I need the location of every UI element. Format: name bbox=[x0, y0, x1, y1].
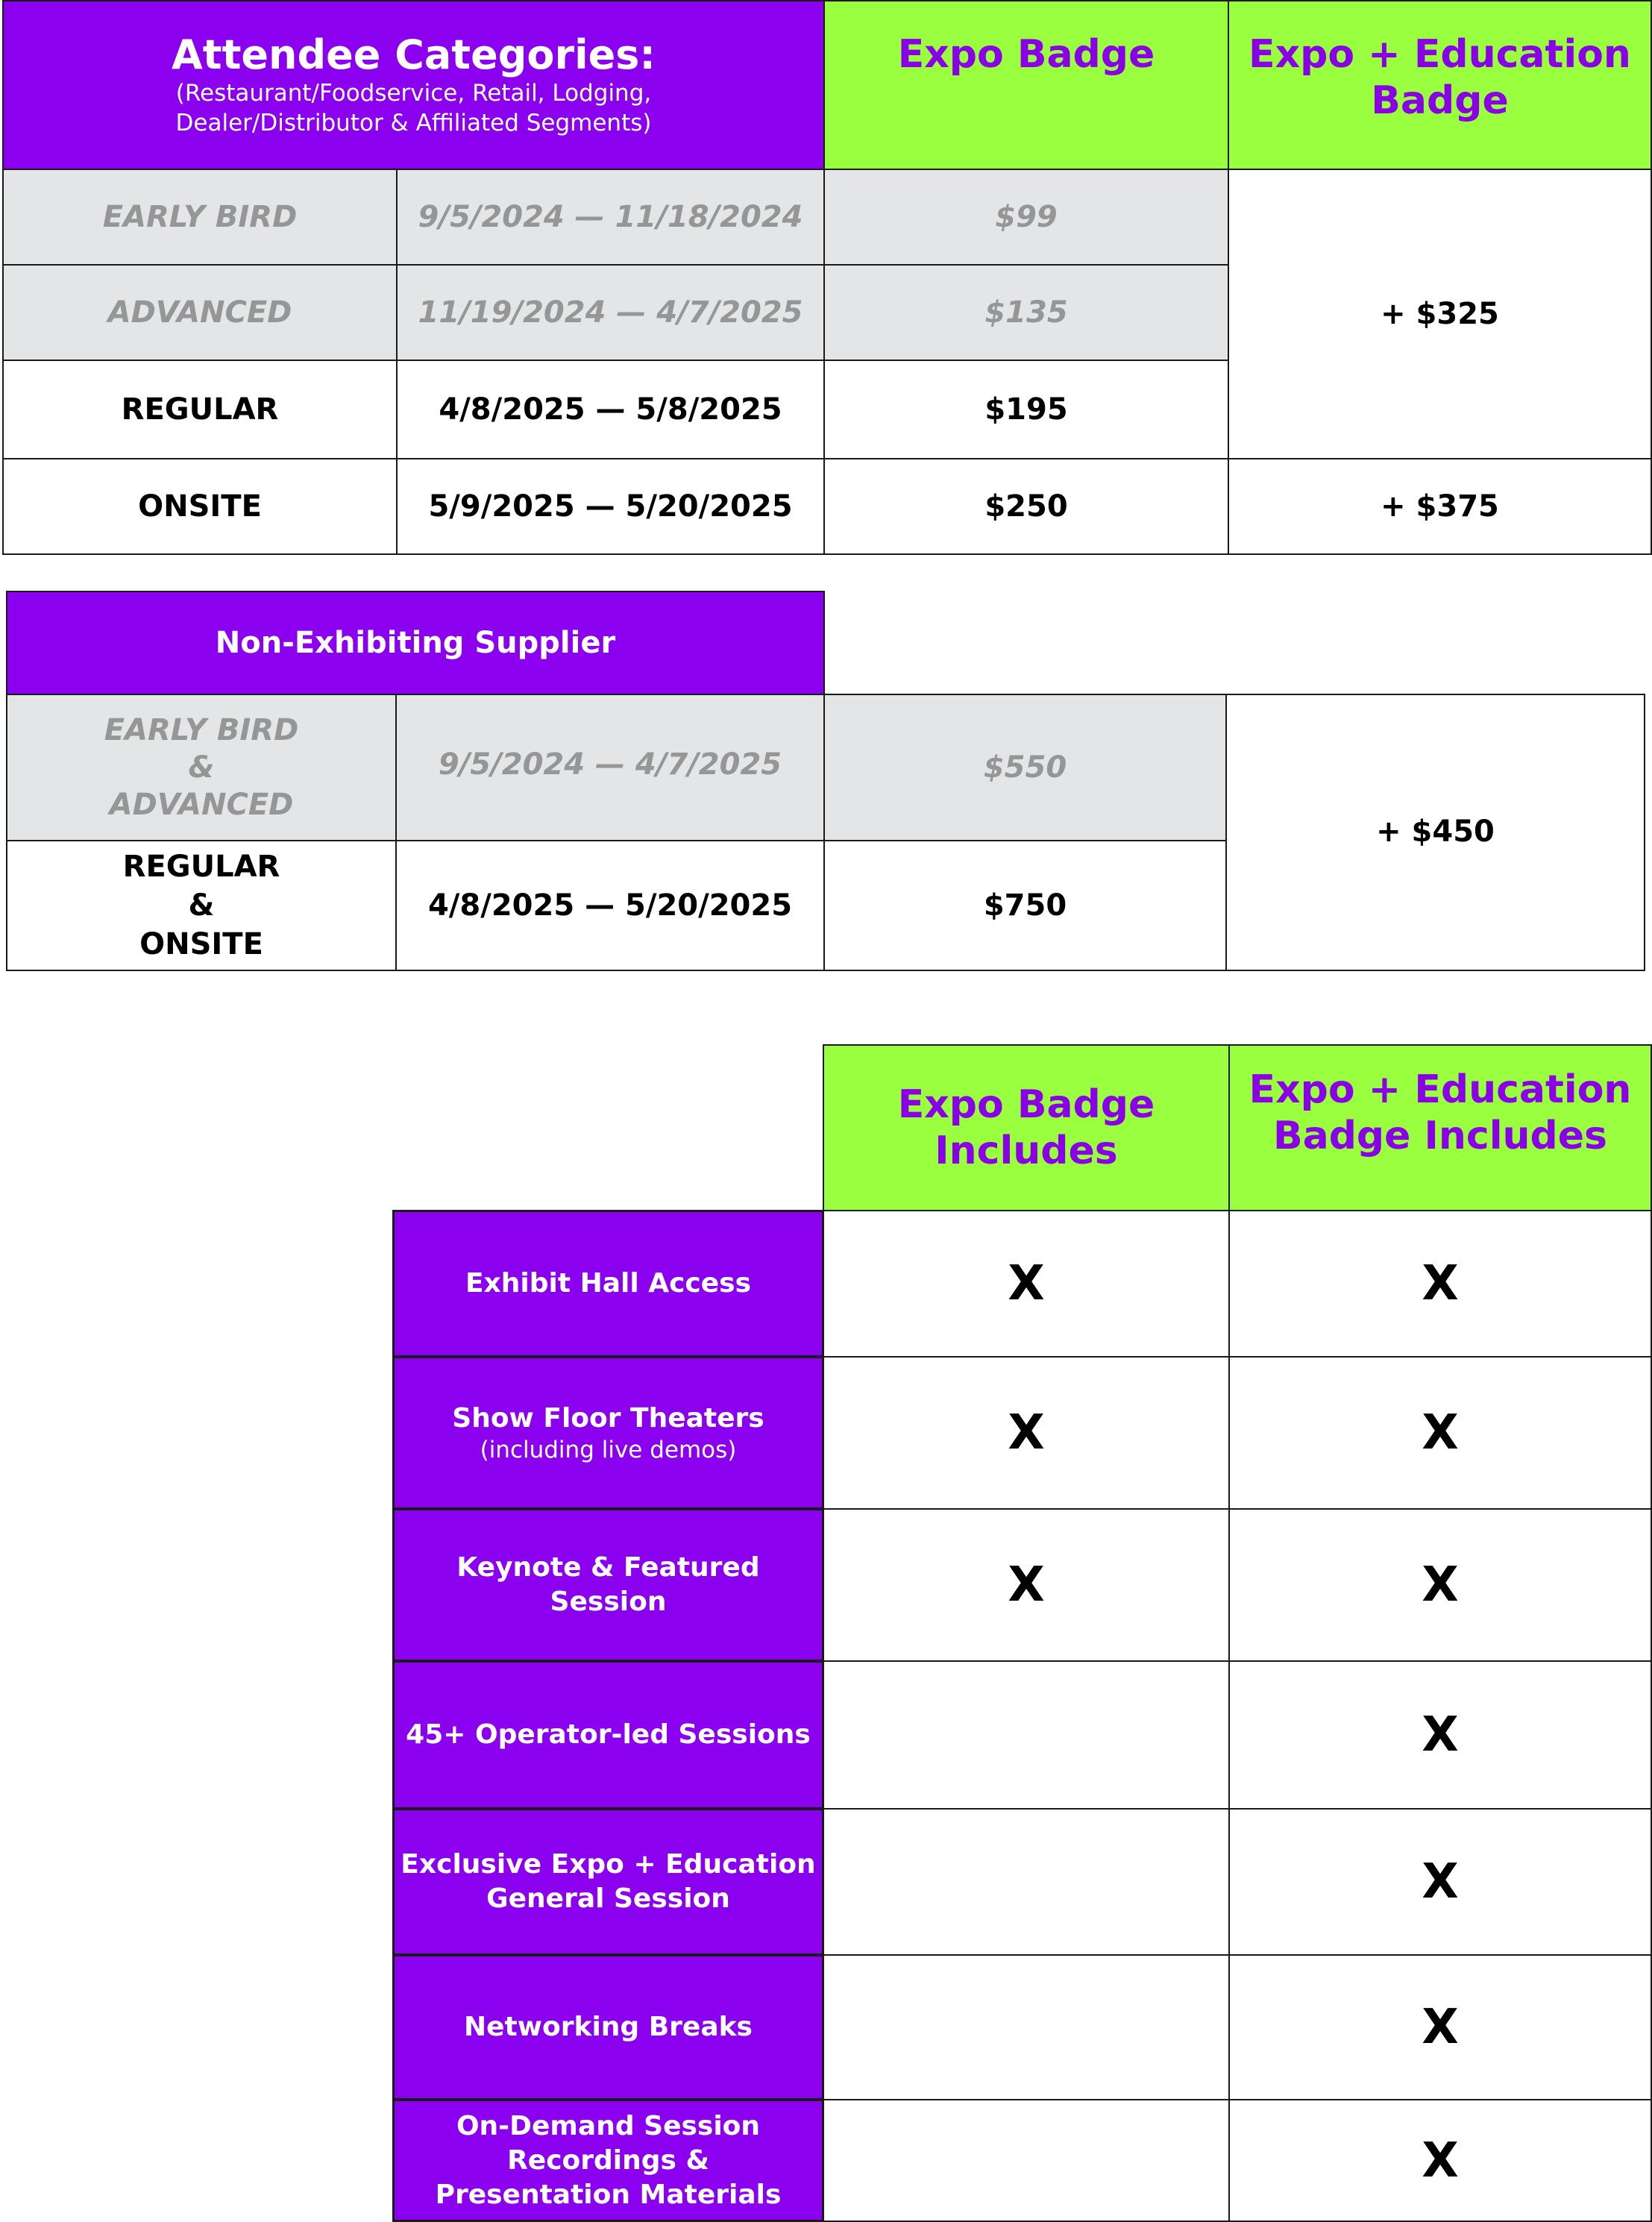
expo-education-include-cell bbox=[1228, 1660, 1652, 1810]
education-addon-cell-1 bbox=[1228, 169, 1652, 459]
feature-label: On-Demand Session bbox=[456, 2110, 761, 2141]
feature-label: Networking Breaks bbox=[464, 2012, 753, 2042]
early-bird-price-cell bbox=[823, 169, 1229, 266]
expo-education-include-check-mark: X bbox=[1422, 1256, 1459, 1311]
education-addon-price-2: + $375 bbox=[1381, 489, 1499, 524]
regular-dates: 4/8/2025 — 5/8/2025 bbox=[439, 392, 782, 427]
supplier-early-label-1: EARLY BIRD bbox=[104, 713, 299, 747]
advanced-price-cell bbox=[823, 264, 1229, 361]
advanced-price: $135 bbox=[984, 295, 1068, 330]
feature-label-cell bbox=[392, 1508, 824, 1662]
regular-dates-cell bbox=[396, 360, 825, 459]
feature-label: Exhibit Hall Access bbox=[465, 1268, 752, 1299]
education-addon-price-1: + $325 bbox=[1381, 297, 1499, 331]
early-bird-dates: 9/5/2024 — 11/18/2024 bbox=[418, 200, 803, 234]
advanced-label: ADVANCED bbox=[107, 295, 292, 330]
attendee-categories-title: Attendee Categories: bbox=[172, 31, 656, 78]
expo-education-include-check-mark: X bbox=[1422, 1707, 1459, 1763]
advanced-dates: 11/19/2024 — 4/7/2025 bbox=[418, 295, 803, 330]
expo-education-include-check-mark: X bbox=[1422, 1405, 1459, 1460]
supplier-regular-label-3: ONSITE bbox=[139, 927, 263, 961]
expo-education-include-check-mark: X bbox=[1422, 1557, 1459, 1613]
expo-education-badge-title-1: Expo + Education bbox=[1249, 32, 1631, 77]
feature-label-cell bbox=[392, 1356, 824, 1510]
supplier-regular-price-cell bbox=[823, 840, 1227, 971]
education-addon-cell-2 bbox=[1228, 458, 1652, 555]
expo-badge-include-cell bbox=[823, 1356, 1230, 1510]
supplier-regular-dates: 4/8/2025 — 5/20/2025 bbox=[427, 888, 793, 923]
feature-label: Keynote & Featured bbox=[456, 1552, 760, 1583]
supplier-education-addon-cell bbox=[1225, 694, 1645, 971]
early-bird-price: $99 bbox=[995, 200, 1058, 234]
early-bird-dates-cell bbox=[396, 169, 825, 266]
onsite-dates-cell bbox=[396, 458, 825, 555]
expo-education-include-cell bbox=[1228, 1808, 1652, 1956]
early-bird-label-cell bbox=[2, 169, 398, 266]
expo-education-badge-title-2: Badge bbox=[1371, 78, 1509, 123]
expo-badge-include-cell bbox=[823, 2099, 1230, 2222]
expo-education-include-cell bbox=[1228, 1356, 1652, 1510]
expo-education-include-cell bbox=[1228, 1210, 1652, 1358]
expo-badge-includes-title-2: Includes bbox=[935, 1129, 1118, 1173]
regular-label: REGULAR bbox=[121, 392, 279, 427]
feature-label: Exclusive Expo + Education bbox=[401, 1849, 816, 1880]
feature-label-cell bbox=[392, 1660, 824, 1810]
supplier-title: Non-Exhibiting Supplier bbox=[215, 626, 616, 660]
expo-education-includes-title-2: Badge Includes bbox=[1272, 1114, 1608, 1158]
feature-label: Recordings & bbox=[507, 2144, 709, 2176]
expo-badge-include-check-mark: X bbox=[1008, 1557, 1045, 1613]
expo-badge-includes-title-1: Expo Badge bbox=[897, 1082, 1155, 1127]
expo-education-includes-title-1: Expo + Education bbox=[1249, 1067, 1632, 1112]
advanced-dates-cell bbox=[396, 264, 825, 361]
expo-education-includes-header bbox=[1228, 1044, 1652, 1211]
expo-education-include-check-mark: X bbox=[1422, 1854, 1459, 1909]
supplier-header bbox=[6, 591, 825, 695]
feature-label-cell bbox=[392, 2099, 824, 2222]
supplier-early-price: $550 bbox=[983, 750, 1067, 785]
supplier-regular-label-cell bbox=[6, 840, 397, 971]
supplier-early-price-cell bbox=[823, 694, 1227, 841]
feature-label: Session bbox=[550, 1587, 667, 1617]
expo-badge-includes-header bbox=[823, 1044, 1230, 1211]
feature-label: Show Floor Theaters bbox=[452, 1403, 764, 1434]
supplier-regular-dates-cell bbox=[395, 840, 825, 971]
feature-label-cell bbox=[392, 1808, 824, 1956]
expo-education-badge-header bbox=[1228, 0, 1652, 170]
feature-label: Presentation Materials bbox=[435, 2179, 782, 2210]
expo-badge-include-check-mark: X bbox=[1008, 1256, 1045, 1311]
supplier-early-dates-cell bbox=[395, 694, 825, 841]
early-bird-label: EARLY BIRD bbox=[102, 200, 298, 234]
supplier-early-label-cell bbox=[6, 694, 397, 841]
feature-sublabel: (including live demos) bbox=[480, 1437, 737, 1463]
onsite-price-cell bbox=[823, 458, 1229, 555]
supplier-education-addon-price: + $450 bbox=[1376, 815, 1495, 849]
onsite-dates: 5/9/2025 — 5/20/2025 bbox=[428, 489, 793, 524]
expo-education-include-check-mark: X bbox=[1422, 2000, 1459, 2055]
supplier-regular-label-2: & bbox=[188, 888, 215, 923]
regular-label-cell bbox=[2, 360, 398, 459]
attendee-categories-header bbox=[2, 0, 825, 170]
expo-badge-include-cell bbox=[823, 1954, 1230, 2100]
expo-education-include-cell bbox=[1228, 2099, 1652, 2222]
onsite-price: $250 bbox=[984, 489, 1068, 524]
feature-label-cell bbox=[392, 1210, 824, 1358]
expo-badge-include-cell bbox=[823, 1808, 1230, 1956]
expo-badge-include-cell bbox=[823, 1660, 1230, 1810]
expo-badge-include-check-mark: X bbox=[1008, 1405, 1045, 1460]
onsite-label: ONSITE bbox=[138, 489, 262, 524]
feature-label-cell bbox=[392, 1954, 824, 2100]
expo-badge-title: Expo Badge bbox=[897, 32, 1155, 77]
supplier-early-label-2: & bbox=[188, 750, 215, 785]
attendee-categories-subtitle-2: Dealer/Distributor & Affiliated Segments) bbox=[175, 110, 652, 136]
expo-badge-include-cell bbox=[823, 1210, 1230, 1358]
feature-label: 45+ Operator-led Sessions bbox=[406, 1719, 811, 1750]
advanced-label-cell bbox=[2, 264, 398, 361]
attendee-categories-subtitle-1: (Restaurant/Foodservice, Retail, Lodging, bbox=[175, 80, 652, 107]
expo-education-include-check-mark: X bbox=[1422, 2132, 1459, 2188]
onsite-label-cell bbox=[2, 458, 398, 555]
regular-price: $195 bbox=[984, 392, 1068, 427]
supplier-early-dates: 9/5/2024 — 4/7/2025 bbox=[438, 747, 782, 782]
feature-label: General Session bbox=[486, 1883, 730, 1914]
supplier-early-label-3: ADVANCED bbox=[109, 788, 294, 822]
supplier-regular-label-1: REGULAR bbox=[122, 850, 280, 884]
expo-education-include-cell bbox=[1228, 1508, 1652, 1662]
supplier-regular-price: $750 bbox=[983, 888, 1067, 923]
expo-badge-header bbox=[823, 0, 1229, 170]
expo-badge-include-cell bbox=[823, 1508, 1230, 1662]
expo-education-include-cell bbox=[1228, 1954, 1652, 2100]
regular-price-cell bbox=[823, 360, 1229, 459]
